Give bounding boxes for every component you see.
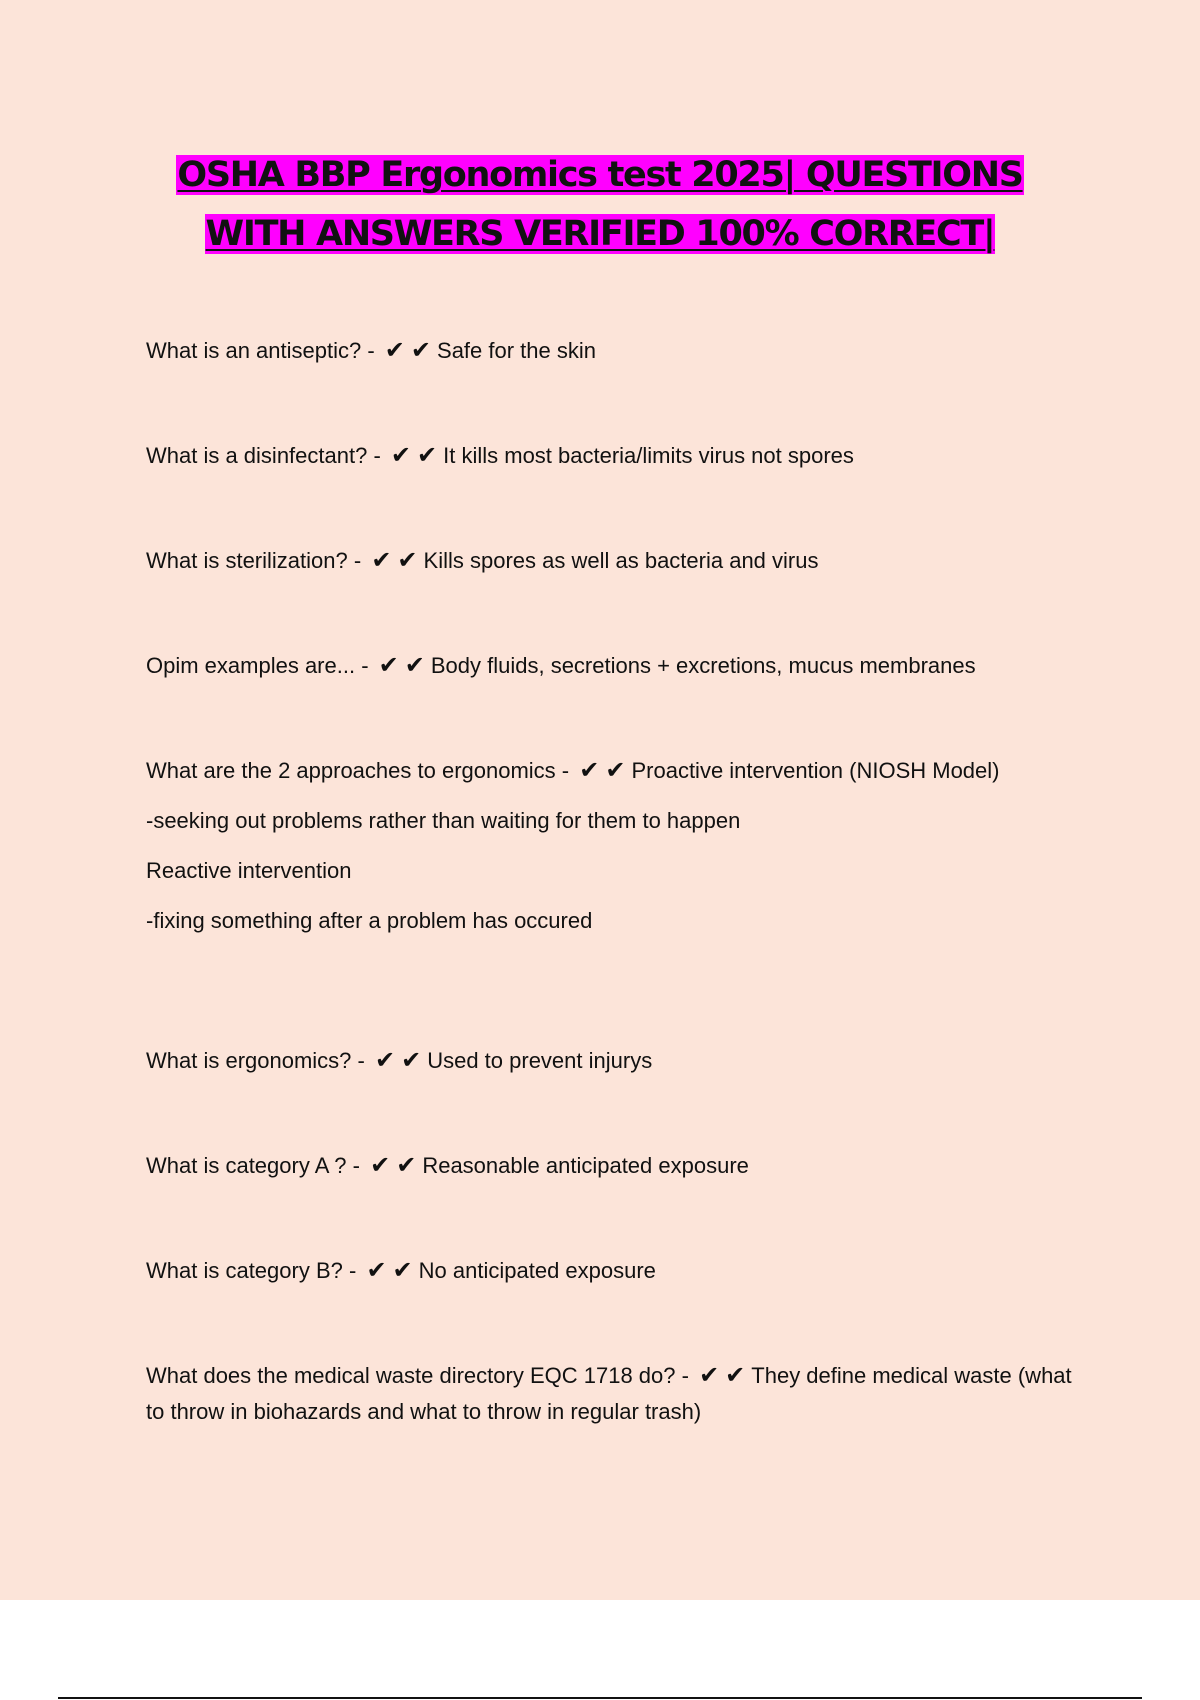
qa-item-ergonomics	[146, 1042, 1076, 1093]
double-check-icon: ✔✔	[370, 1151, 423, 1179]
question-text: What is category A ? -	[146, 1153, 360, 1178]
answer-text: It kills most bacteria/limits virus not spores	[443, 443, 854, 468]
answer-detail-line: -seeking out problems rather than waiting for them to happen	[146, 808, 741, 833]
qa-item-antiseptic	[146, 332, 1076, 383]
answer-text: Proactive intervention (NIOSH Model)	[631, 758, 1000, 783]
double-check-icon: ✔✔	[390, 441, 444, 469]
qa-line	[146, 1357, 1076, 1430]
footer-divider	[58, 1697, 1142, 1699]
double-check-icon: ✔✔	[699, 1361, 752, 1389]
qa-line	[146, 1252, 1076, 1289]
answer-detail-line: -fixing something after a problem has occured	[146, 908, 593, 933]
qa-line	[146, 752, 1076, 789]
answer-text: Body fluids, secretions + excretions, mucus membranes	[430, 653, 976, 678]
qa-line	[146, 332, 1076, 369]
question-text: Opim examples are... -	[146, 653, 369, 678]
double-check-icon: ✔✔	[374, 1046, 428, 1074]
answer-text: No anticipated exposure	[418, 1258, 656, 1283]
qa-item-disinfectant	[146, 437, 1076, 488]
qa-item-medical-waste	[146, 1357, 1076, 1444]
double-check-icon: ✔✔	[384, 336, 438, 364]
double-check-icon: ✔✔	[371, 546, 424, 574]
double-check-icon: ✔✔	[378, 651, 431, 679]
question-text: What are the 2 approaches to ergonomics -	[146, 758, 570, 783]
answer-text: Reasonable anticipated exposure	[422, 1153, 749, 1178]
double-check-icon: ✔✔	[366, 1256, 419, 1284]
question-text: What is a disinfectant? -	[146, 443, 381, 468]
qa-item-category-a	[146, 1147, 1076, 1198]
answer-text: Kills spores as well as bacteria and virus	[423, 548, 819, 573]
question-text: What is category B? -	[146, 1258, 357, 1283]
qa-line	[146, 542, 1076, 579]
title-line-1: OSHA BBP Ergonomics test 2025| QUESTIONS	[177, 155, 1023, 195]
question-text: What is an antiseptic? -	[146, 338, 375, 363]
question-text: What is sterilization? -	[146, 548, 362, 573]
qa-line	[146, 1147, 1076, 1184]
double-check-icon: ✔✔	[579, 756, 632, 784]
qa-line	[146, 647, 1076, 684]
qa-item-category-b	[146, 1252, 1076, 1303]
question-text: What is ergonomics? -	[146, 1048, 365, 1073]
qa-line	[146, 1042, 1076, 1079]
qa-item-sterilization	[146, 542, 1076, 593]
qa-item-opim	[146, 647, 1076, 698]
answer-text: They define medical waste (what to throw in biohazards and what to throw in regular trash)	[146, 1363, 1072, 1424]
answer-detail-line: Reactive intervention	[146, 858, 352, 883]
title-line-2: WITH ANSWERS VERIFIED 100% CORRECT|	[205, 214, 995, 254]
qa-item-ergonomics-approaches	[146, 752, 1076, 953]
answer-text: Used to prevent injurys	[427, 1048, 653, 1073]
answer-text: Safe for the skin	[437, 338, 596, 363]
document-title	[100, 146, 1100, 264]
question-text: What does the medical waste directory EQC 1718 do? -	[146, 1363, 689, 1388]
qa-line	[146, 437, 1076, 474]
